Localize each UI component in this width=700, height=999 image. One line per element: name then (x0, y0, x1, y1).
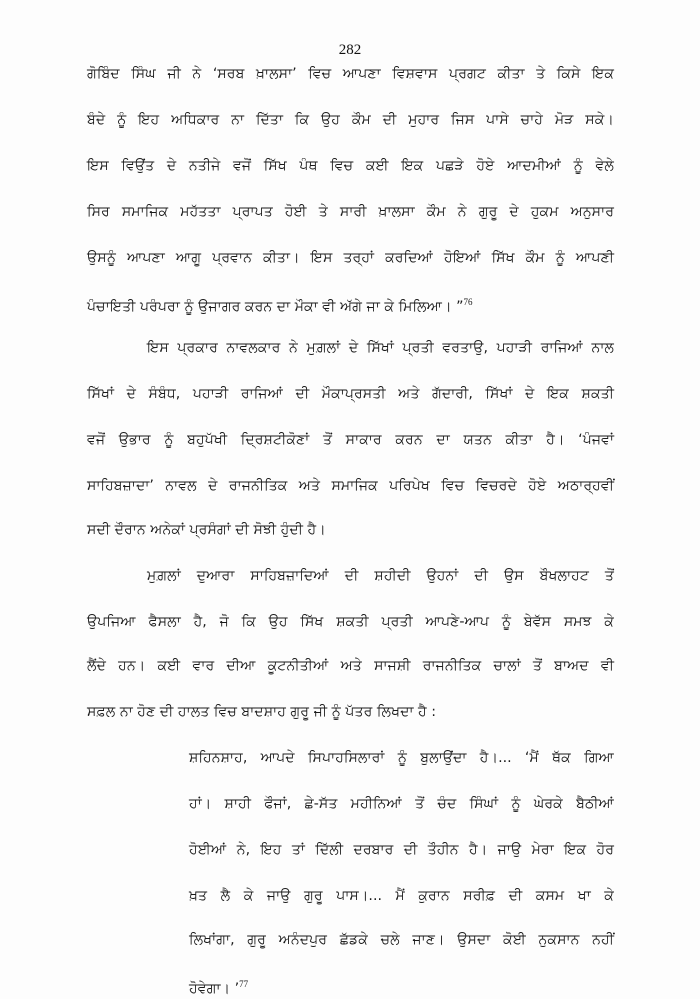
quote-line: ਲਿਖਾਂਗਾ, ਗੁਰੂ ਅਨੰਦਪੁਰ ਛੱਡਕੇ ਚਲੇ ਜਾਣ। ਉਸਦਾ ਕੋਈ ਨੁਕਸਾਨ ਨਹੀਂ (189, 932, 614, 948)
text-line: ਸਿਰ ਸਮਾਜਿਕ ਮਹੱਤਤਾ ਪ੍ਰਾਪਤ ਹੋਈ ਤੇ ਸਾਰੀ ਖ਼ਾਲਸਾ ਕੌਮ ਨੇ ਗੁਰੂ ਦੇ ਹੁਕਮ ਅਨੁਸਾਰ (87, 204, 614, 220)
text-line-with-footnote (87, 292, 614, 317)
text-line: ਉਪਜਿਆ ਫੈਸਲਾ ਹੈ, ਜੋ ਕਿ ਉਹ ਸਿੱਖ ਸ਼ਕਤੀ ਪ੍ਰਤੀ ਆਪਣੇ-ਆਪ ਨੂੰ ਬੇਵੱਸ ਸਮਝ ਕੇ (87, 614, 614, 630)
quote-line: ਸ਼ਹਿਨਸ਼ਾਹ, ਆਪਦੇ ਸਿਪਾਹਸਿਲਾਰਾਂ ਨੂੰ ਬੁਲਾਉਂਦਾ ਹੈ।... ‘ਮੈਂ ਥੱਕ ਗਿਆ (189, 750, 614, 766)
footnote-ref-76: 76 (463, 297, 473, 307)
text-line: ਲੈਂਦੇ ਹਨ। ਕਈ ਵਾਰ ਦੀਆ ਕੂਟਨੀਤੀਆਂ ਅਤੇ ਸਾਜਸ਼ੀ ਰਾਜਨੀਤਿਕ ਚਾਲਾਂ ਤੋਂ ਬਾਅਦ ਵੀ (87, 658, 614, 674)
text-line: ਵਜੋਂ ਉਭਾਰ ਨੂੰ ਬਹੁਪੱਖੀ ਦ੍ਰਿਸ਼ਟੀਕੋਣਾਂ ਤੋਂ ਸਾਕਾਰ ਕਰਨ ਦਾ ਯਤਨ ਕੀਤਾ ਹੈ। ‘ਪੰਜਵਾਂ (87, 432, 614, 448)
quote-line: ਹੋਈਆਂ ਨੇ, ਇਹ ਤਾਂ ਦਿੱਲੀ ਦਰਬਾਰ ਦੀ ਤੌਹੀਨ ਹੈ। ਜਾਉ ਮੇਰਾ ਇਕ ਹੋਰ (189, 842, 614, 858)
text-line: ਸਿੱਖਾਂ ਦੇ ਸੰਬੰਧ, ਪਹਾੜੀ ਰਾਜਿਆਂ ਦੀ ਮੌਕਾਪ੍ਰਸਤੀ ਅਤੇ ਗੱਦਾਰੀ, ਸਿੱਖਾਂ ਦੇ ਇਕ ਸ਼ਕਤੀ (87, 386, 614, 402)
text-line: ਪੰਚਾਇਤੀ ਪਰੰਪਰਾ ਨੂੰ ਉਜਾਗਰ ਕਰਨ ਦਾ ਮੌਕਾ ਵੀ ਅੱਗੇ ਜਾ ਕੇ ਮਿਲਿਆ। ” (87, 299, 464, 315)
quote-line: ਖ਼ਤ ਲੈ ਕੇ ਜਾਉ ਗੁਰੂ ਪਾਸ।... ਮੈਂ ਕੁਰਾਨ ਸਰੀਫ਼ ਦੀ ਕਸਮ ਖਾ ਕੇ (189, 888, 614, 904)
text-line: ਬੰਦੇ ਨੂੰ ਇਹ ਅਧਿਕਾਰ ਨਾ ਦਿੱਤਾ ਕਿ ਉਹ ਕੌਮ ਦੀ ਮੁਹਾਰ ਜਿਸ ਪਾਸੇ ਚਾਹੇ ਮੋੜ ਸਕੇ। (87, 112, 614, 128)
text-line: ਸਦੀ ਦੌਰਾਨ ਅਨੇਕਾਂ ਪ੍ਰਸੰਗਾਂ ਦੀ ਸੋਝੀ ਹੁੰਦੀ ਹੈ। (87, 522, 326, 538)
page-number: 282 (338, 42, 362, 58)
text-line: ਇਸ ਵਿਉਂਤ ਦੇ ਨਤੀਜੇ ਵਜੋਂ ਸਿੱਖ ਪੰਥ ਵਿਚ ਕਈ ਇਕ ਪਛੜੇ ਹੋਏ ਆਦਮੀਆਂ ਨੂੰ ਵੇਲੇ (87, 158, 614, 174)
footnote-ref-77: 77 (239, 979, 249, 989)
quote-line: ਹੋਵੇਗਾ। ’ (189, 981, 240, 997)
text-line: ਉਸਨੂੰ ਆਪਣਾ ਆਗੂ ਪ੍ਰਵਾਨ ਕੀਤਾ। ਇਸ ਤਰ੍ਹਾਂ ਕਰਦਿਆਂ ਹੋਇਆਂ ਸਿੱਖ ਕੌਮ ਨੂੰ ਆਪਣੀ (87, 250, 614, 266)
quote-line-with-footnote (189, 974, 614, 999)
text-line: ਗੋਬਿੰਦ ਸਿੰਘ ਜੀ ਨੇ ‘ਸਰਬ ਖ਼ਾਲਸਾ’ ਵਿਚ ਆਪਣਾ ਵਿਸ਼ਵਾਸ ਪ੍ਰਗਟ ਕੀਤਾ ਤੇ ਕਿਸੇ ਇਕ (87, 66, 614, 82)
text-line: ਸਫ਼ਲ ਨਾ ਹੋਣ ਦੀ ਹਾਲਤ ਵਿਚ ਬਾਦਸ਼ਾਹ ਗੁਰੂ ਜੀ ਨੂੰ ਪੱਤਰ ਲਿਖਦਾ ਹੈ : (87, 704, 437, 720)
text-line: ਇਸ ਪ੍ਰਕਾਰ ਨਾਵਲਕਾਰ ਨੇ ਮੁਗ਼ਲਾਂ ਦੇ ਸਿੱਖਾਂ ਪ੍ਰਤੀ ਵਰਤਾਉ, ਪਹਾੜੀ ਰਾਜਿਆਂ ਨਾਲ (147, 340, 614, 356)
text-line: ਸਾਹਿਬਜ਼ਾਦਾ’ ਨਾਵਲ ਦੇ ਰਾਜਨੀਤਿਕ ਅਤੇ ਸਮਾਜਿਕ ਪਰਿਪੇਖ ਵਿਚ ਵਿਚਰਦੇ ਹੋਏ ਅਠਾਰ੍ਹਵੀਂ (87, 478, 614, 494)
text-line: ਮੁਗ਼ਲਾਂ ਦੁਆਰਾ ਸਾਹਿਬਜ਼ਾਦਿਆਂ ਦੀ ਸ਼ਹੀਦੀ ਉਹਨਾਂ ਦੀ ਉਸ ਬੌਖਲਾਹਟ ਤੋਂ (147, 568, 614, 584)
quote-line: ਹਾਂ। ਸ਼ਾਹੀ ਫੌਜਾਂ, ਛੇ-ਸੱਤ ਮਹੀਨਿਆਂ ਤੋਂ ਚੰਦ ਸਿੰਘਾਂ ਨੂੰ ਘੇਰਕੇ ਬੈਠੀਆਂ (189, 796, 614, 812)
